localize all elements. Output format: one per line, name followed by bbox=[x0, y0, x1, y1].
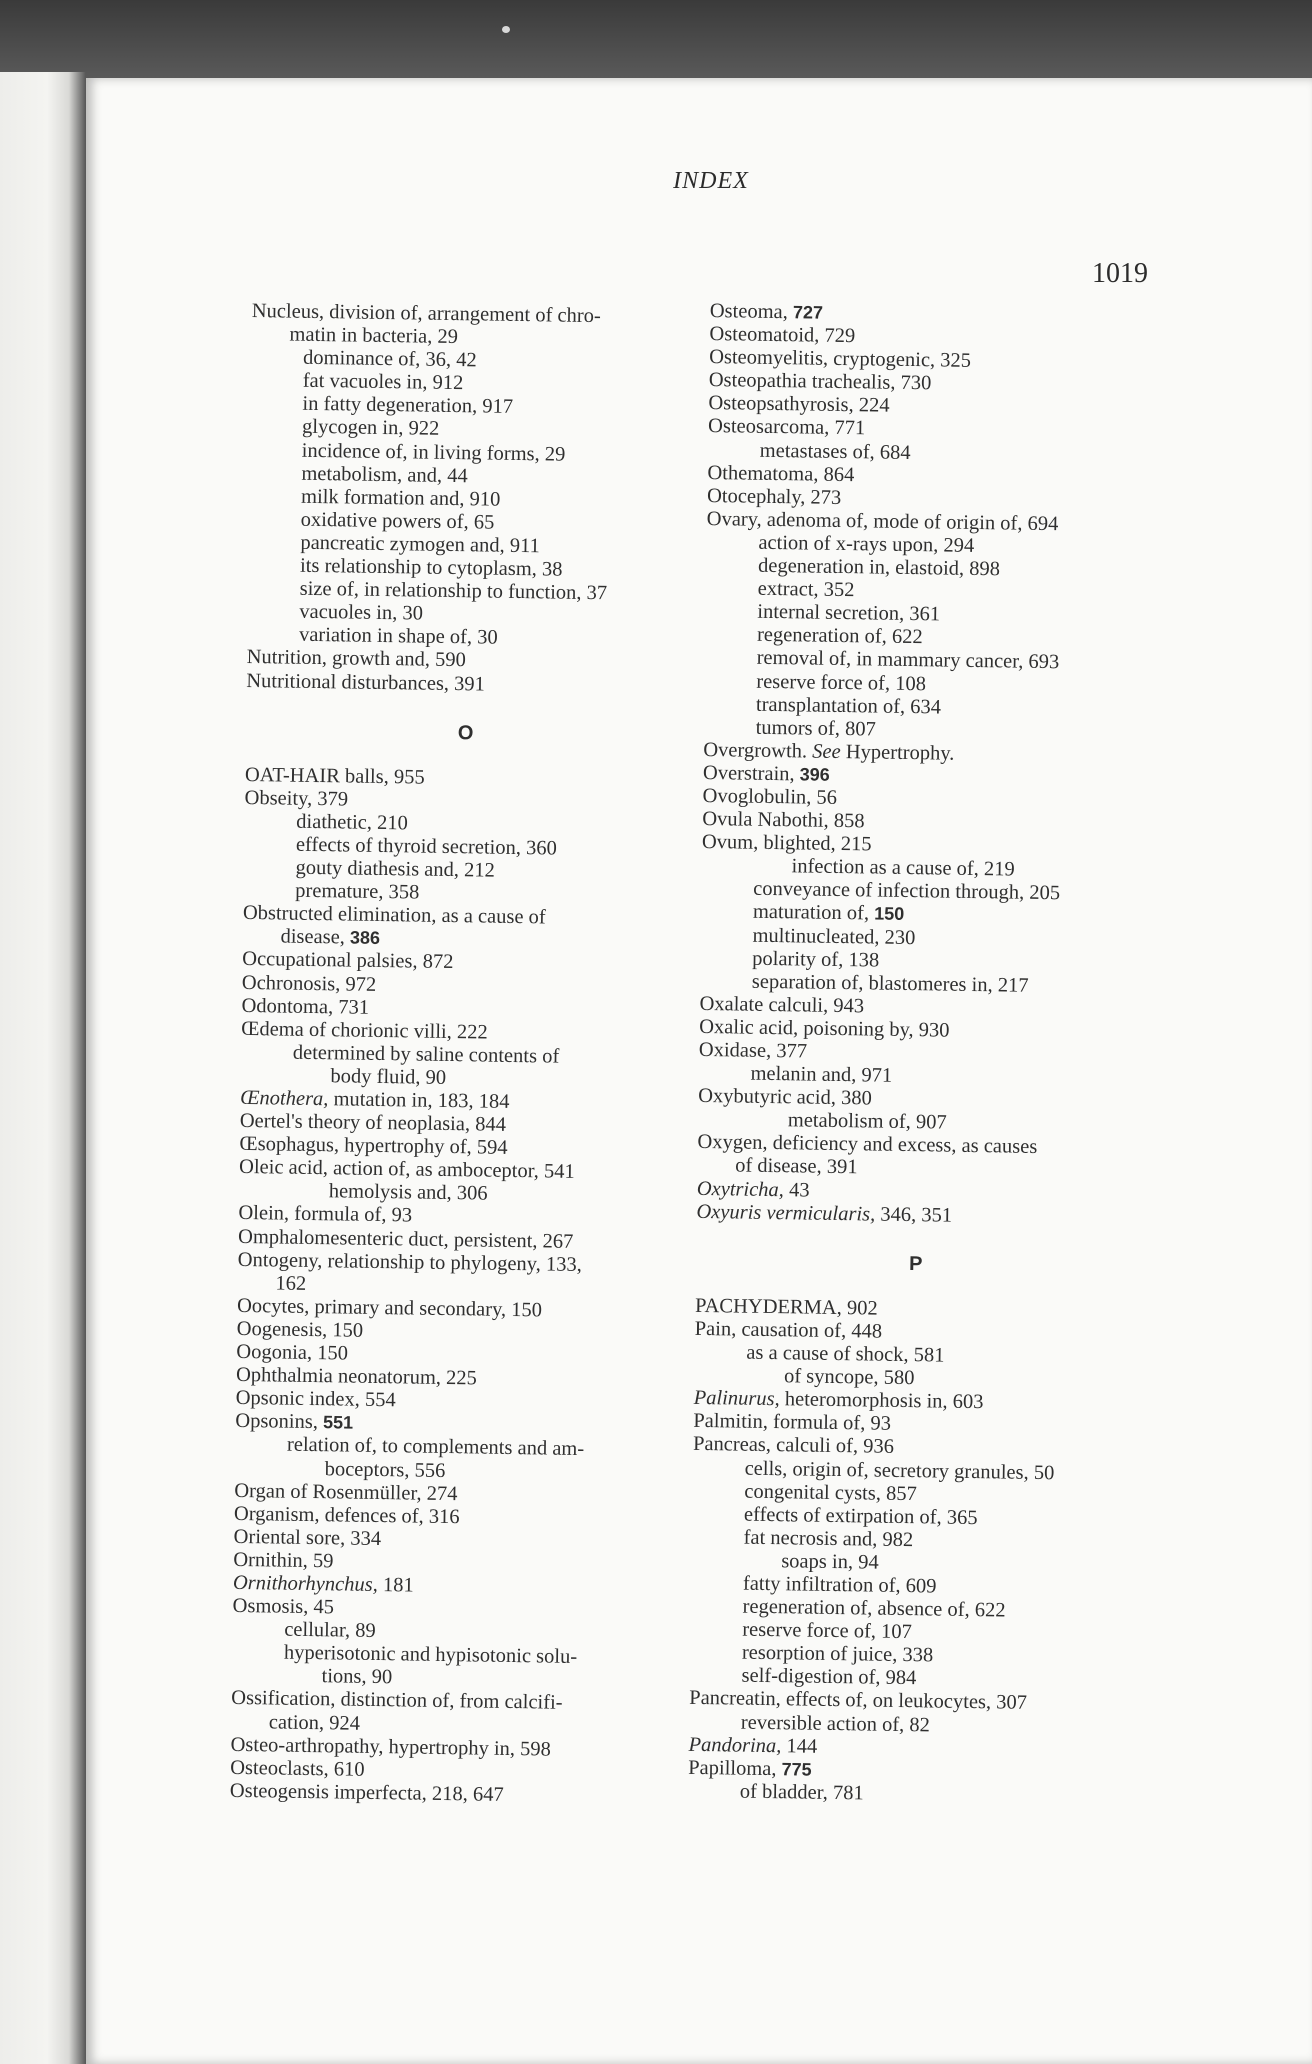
entry-text: its relationship to cytoplasm, 38 bbox=[299, 554, 563, 581]
entry-text: cation, 924 bbox=[268, 1710, 361, 1735]
entry-text: reserve force of, 107 bbox=[742, 1618, 913, 1644]
entry-text: OAT-HAIR balls, 955 bbox=[244, 763, 425, 789]
entry-text: Opsonins, bbox=[235, 1410, 324, 1434]
entry-text: Olein, formula of, 93 bbox=[238, 1202, 413, 1227]
entry-text: extract, 352 bbox=[757, 577, 855, 602]
entry-text: Obseity, 379 bbox=[244, 786, 349, 811]
entry-text: 162 bbox=[275, 1272, 307, 1295]
entry-text: conveyance of infection through, 205 bbox=[753, 878, 1061, 905]
entry-text: regeneration of, absence of, 622 bbox=[742, 1595, 1006, 1622]
entry-text: Osteomyelitis, cryptogenic, 325 bbox=[708, 346, 972, 373]
entry-text: glycogen in, 922 bbox=[301, 416, 440, 441]
entry-text: Overstrain, bbox=[702, 761, 800, 786]
entry-text: Oriental sore, 334 bbox=[233, 1525, 382, 1550]
entry-text: Osteomatoid, 729 bbox=[709, 323, 856, 348]
entry-text: dominance of, 36, 42 bbox=[302, 346, 477, 372]
entry-text: fat vacuoles in, 912 bbox=[302, 370, 464, 395]
entry-text: variation in shape of, 30 bbox=[298, 624, 498, 649]
entry-text: Obstructed elimination, as a cause of bbox=[242, 902, 546, 929]
entry-text: self-digestion of, 984 bbox=[741, 1664, 917, 1690]
entry-text: hyperisotonic and hypisotonic solu- bbox=[283, 1641, 578, 1669]
scan-speck bbox=[502, 26, 510, 33]
entry-italic-term: Pandorina, bbox=[688, 1733, 782, 1757]
entry-cross-reference: See bbox=[812, 740, 841, 763]
entry-text: multinucleated, 230 bbox=[752, 924, 916, 949]
facing-page-edge bbox=[0, 72, 86, 2064]
entry-text: Odontoma, 731 bbox=[241, 994, 370, 1019]
running-head: INDEX bbox=[673, 168, 749, 194]
section-letter: O bbox=[457, 721, 474, 744]
entry-text: Œsophagus, hypertrophy of, 594 bbox=[239, 1133, 508, 1160]
entry-text: pancreatic zymogen and, 911 bbox=[300, 531, 540, 558]
entry-bold-page: 727 bbox=[792, 302, 824, 323]
entry-text: Osteosarcoma, 771 bbox=[707, 415, 866, 440]
page-number: 1019 bbox=[1092, 258, 1148, 289]
entry-text: Osteopsathyrosis, 224 bbox=[708, 392, 890, 418]
entry-text: Othematoma, 864 bbox=[707, 461, 855, 486]
entry-text: 346, 351 bbox=[875, 1203, 953, 1227]
entry-text: boceptors, 556 bbox=[324, 1457, 446, 1482]
entry-bold-page: 386 bbox=[349, 927, 381, 949]
entry-text: Œdema of chorionic villi, 222 bbox=[241, 1017, 488, 1044]
entry-text: Ornithin, 59 bbox=[233, 1548, 334, 1573]
entry-text: reserve force of, 108 bbox=[756, 670, 927, 695]
entry-text: vacuoles in, 30 bbox=[299, 600, 424, 625]
entry-text: Osteo-arthropathy, hypertrophy in, 598 bbox=[230, 1733, 552, 1761]
entry-text: Omphalomesenteric duct, persistent, 267 bbox=[237, 1225, 574, 1253]
entry-text: Osteopathia trachealis, 730 bbox=[708, 369, 932, 395]
entry-text: premature, 358 bbox=[295, 879, 420, 904]
entry-text: cells, origin of, secretory granules, 50 bbox=[744, 1457, 1055, 1484]
entry-text: congenital cysts, 857 bbox=[744, 1480, 917, 1505]
entry-text: of syncope, 580 bbox=[783, 1365, 915, 1390]
entry-text: Ochronosis, 972 bbox=[241, 971, 377, 996]
entry-text: Osteoma, bbox=[709, 300, 794, 324]
entry-text: relation of, to complements and am- bbox=[286, 1434, 585, 1461]
entry-text: hemolysis and, 306 bbox=[328, 1180, 488, 1205]
entry-text: Hypertrophy. bbox=[840, 740, 955, 765]
entry-text: fat necrosis and, 982 bbox=[743, 1526, 914, 1551]
entry-text: Ovary, adenoma of, mode of origin of, 694 bbox=[706, 507, 1059, 536]
scan-background bbox=[0, 0, 1312, 80]
entry-text: reversible action of, 82 bbox=[740, 1711, 931, 1736]
entry-text: fatty infiltration of, 609 bbox=[742, 1572, 937, 1598]
entry-text: Oogenesis, 150 bbox=[236, 1317, 364, 1342]
entry-text: Osteoclasts, 610 bbox=[230, 1756, 365, 1781]
entry-text: body fluid, 90 bbox=[330, 1065, 447, 1089]
entry-text: Organism, defences of, 316 bbox=[233, 1502, 460, 1528]
entry-text: mutation in, 183, 184 bbox=[328, 1088, 510, 1113]
entry-text: PACHYDERMA, 902 bbox=[694, 1294, 878, 1320]
entry-text: in fatty degeneration, 917 bbox=[302, 393, 514, 419]
entry-text: Oxybutyric acid, 380 bbox=[698, 1085, 872, 1110]
section-letter: P bbox=[908, 1252, 923, 1276]
entry-text: 43 bbox=[783, 1178, 810, 1202]
entry-text: heteromorphosis in, 603 bbox=[779, 1388, 984, 1414]
entry-text: Oocytes, primary and secondary, 150 bbox=[236, 1294, 543, 1322]
entry-italic-term: Palinurus, bbox=[693, 1387, 780, 1411]
entry-italic-term: Oxytricha, bbox=[696, 1177, 785, 1201]
entry-text: regeneration of, 622 bbox=[756, 624, 923, 649]
entry-text: Pancreatin, effects of, on leukocytes, 307 bbox=[689, 1687, 1028, 1715]
entry-text: degeneration in, elastoid, 898 bbox=[757, 554, 1001, 581]
entry-text: Oxalate calculi, 943 bbox=[699, 992, 865, 1018]
entry-text: Ontogeny, relationship to phylogeny, 133, bbox=[237, 1248, 582, 1276]
entry-italic-term: Oxyuris vermicularis, bbox=[696, 1200, 876, 1226]
entry-text: Nutrition, growth and, 590 bbox=[246, 646, 467, 672]
entry-text: Palmitin, formula of, 93 bbox=[693, 1410, 892, 1436]
entry-text: internal secretion, 361 bbox=[757, 600, 941, 626]
entry-text: disease, bbox=[280, 925, 351, 949]
entry-text: maturation of, bbox=[752, 901, 875, 925]
entry-text: metabolism, and, 44 bbox=[301, 462, 468, 487]
entry-text: milk formation and, 910 bbox=[300, 485, 501, 511]
entry-text: Osteogensis imperfecta, 218, 647 bbox=[229, 1779, 504, 1806]
index-column-right bbox=[688, 300, 1150, 1809]
entry-bold-page: 775 bbox=[781, 1758, 812, 1780]
entry-text: effects of extirpation of, 365 bbox=[743, 1503, 978, 1529]
entry-text: diathetic, 210 bbox=[296, 810, 409, 835]
entry-text: Ossification, distinction of, from calcifi- bbox=[231, 1687, 563, 1715]
entry-text: Overgrowth. bbox=[703, 738, 813, 763]
entry-text: 181 bbox=[377, 1573, 414, 1597]
entry-text: Opsonic index, 554 bbox=[235, 1387, 396, 1412]
entry-text: oxidative powers of, 65 bbox=[300, 508, 495, 534]
entry-text: gouty diathesis and, 212 bbox=[295, 856, 496, 882]
entry-text: removal of, in mammary cancer, 693 bbox=[756, 647, 1060, 674]
entry-text: as a cause of shock, 581 bbox=[746, 1341, 945, 1367]
entry-text: Organ of Rosenmüller, 274 bbox=[234, 1479, 458, 1505]
entry-text: Nutritional disturbances, 391 bbox=[246, 669, 486, 695]
entry-text: Otocephaly, 273 bbox=[706, 484, 842, 509]
entry-text: tions, 90 bbox=[321, 1665, 393, 1689]
entry-italic-term: Œnothera, bbox=[239, 1086, 329, 1111]
entry-text: cellular, 89 bbox=[284, 1618, 376, 1643]
entry-text: tumors of, 807 bbox=[755, 716, 876, 741]
entry-text: of disease, 391 bbox=[734, 1154, 858, 1179]
entry-text: Oxygen, deficiency and excess, as causes bbox=[697, 1131, 1038, 1159]
index-column-left bbox=[230, 300, 692, 1809]
entry-text: determined by saline contents of bbox=[292, 1041, 560, 1068]
entry-text: action of x-rays upon, 294 bbox=[758, 531, 975, 557]
entry-text: Osmosis, 45 bbox=[232, 1594, 335, 1619]
entry-text: soaps in, 94 bbox=[781, 1550, 879, 1574]
entry-text: Nucleus, division of, arrangement of chro- bbox=[251, 300, 601, 328]
entry-text: Pain, causation of, 448 bbox=[694, 1317, 883, 1343]
entry-text: resorption of juice, 338 bbox=[741, 1641, 934, 1667]
entry-text: Oogonia, 150 bbox=[236, 1340, 349, 1365]
entry-text: Ovoglobulin, 56 bbox=[702, 784, 838, 809]
entry-text: Oertel's theory of neoplasia, 844 bbox=[239, 1110, 507, 1136]
entry-text: Papilloma, bbox=[688, 1756, 782, 1780]
entry-text: Occupational palsies, 872 bbox=[242, 948, 454, 974]
entry-text: separation of, blastomeres in, 217 bbox=[751, 970, 1029, 997]
entry-text: polarity of, 138 bbox=[752, 947, 880, 972]
entry-bold-page: 551 bbox=[322, 1412, 354, 1433]
entry-text: of bladder, 781 bbox=[739, 1780, 864, 1805]
entry-text: Oleic acid, action of, as amboceptor, 541 bbox=[238, 1156, 575, 1184]
entry-text: effects of thyroid secretion, 360 bbox=[295, 833, 557, 860]
entry-text: Ovula Nabothi, 858 bbox=[702, 808, 865, 833]
entry-text: metastases of, 684 bbox=[759, 439, 911, 464]
entry-text: transplantation of, 634 bbox=[755, 693, 942, 719]
entry-text: 144 bbox=[781, 1734, 818, 1758]
entry-text: matin in bacteria, 29 bbox=[289, 323, 459, 349]
entry-text: incidence of, in living forms, 29 bbox=[301, 439, 566, 466]
entry-text: Ovum, blighted, 215 bbox=[701, 831, 872, 856]
entry-text: Oxalic acid, poisoning by, 930 bbox=[699, 1015, 950, 1042]
entry-italic-term: Ornithorhynchus, bbox=[232, 1571, 378, 1596]
entry-bold-page: 396 bbox=[799, 764, 830, 785]
entry-text: Oxidase, 377 bbox=[698, 1038, 808, 1063]
entry-text: melanin and, 971 bbox=[750, 1062, 893, 1087]
entry-text: size of, in relationship to function, 37 bbox=[299, 577, 608, 605]
entry-text: Ophthalmia neonatorum, 225 bbox=[235, 1364, 478, 1390]
entry-text: Pancreas, calculi of, 936 bbox=[692, 1433, 895, 1459]
entry-text: metabolism of, 907 bbox=[787, 1109, 947, 1134]
entry-text: infection as a cause of, 219 bbox=[791, 855, 1015, 881]
entry-bold-page: 150 bbox=[874, 903, 905, 925]
